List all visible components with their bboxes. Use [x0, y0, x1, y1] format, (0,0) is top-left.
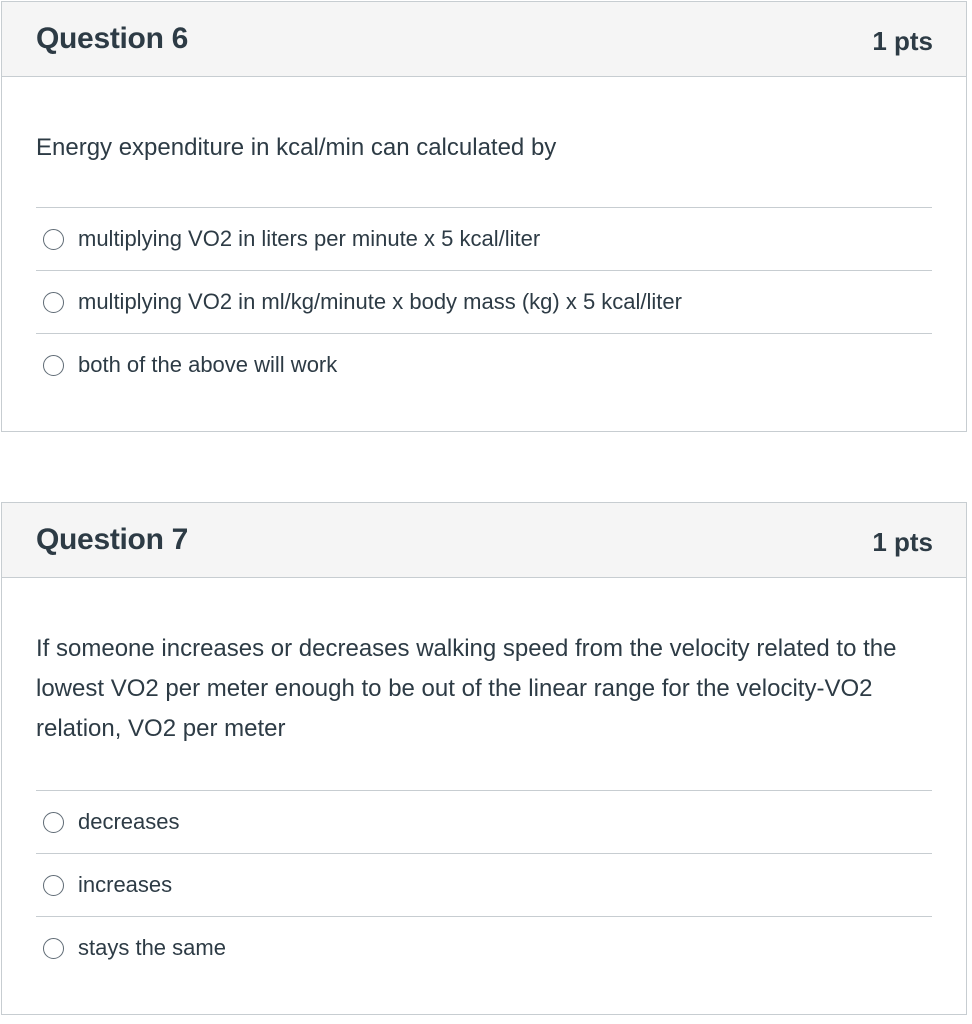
answer-option[interactable]	[36, 333, 932, 396]
answer-option[interactable]	[36, 853, 932, 916]
radio-button[interactable]	[43, 229, 64, 250]
question-7-card	[1, 502, 967, 1015]
answer-label[interactable]: stays the same	[78, 935, 226, 960]
question-header	[2, 503, 966, 578]
question-text: Energy expenditure in kcal/min can calculated by	[36, 134, 557, 161]
answer-label[interactable]: multiplying VO2 in liters per minute x 5 kcal/liter	[78, 226, 541, 251]
radio-button[interactable]	[43, 875, 64, 896]
answer-option[interactable]	[36, 916, 932, 979]
radio-button[interactable]	[43, 812, 64, 833]
question-title: Question 7	[36, 523, 189, 556]
answer-label[interactable]: both of the above will work	[78, 352, 338, 377]
radio-button[interactable]	[43, 938, 64, 959]
question-6-card	[1, 1, 967, 432]
answer-list	[36, 207, 932, 396]
question-header	[2, 2, 966, 77]
answer-option[interactable]	[36, 207, 932, 270]
radio-button[interactable]	[43, 355, 64, 376]
question-text: If someone increases or decreases walking speed from the velocity related to the lowest VO2 per meter enough to be out of the linear range for the velocity-VO2 relation, VO2 per meter	[36, 635, 897, 742]
answer-label[interactable]: increases	[78, 872, 173, 897]
question-points: 1 pts	[872, 26, 933, 56]
question-points: 1 pts	[872, 527, 933, 557]
radio-button[interactable]	[43, 292, 64, 313]
answer-label[interactable]: decreases	[78, 809, 180, 834]
question-title: Question 6	[36, 22, 189, 55]
answer-list	[36, 790, 932, 979]
answer-option[interactable]	[36, 270, 932, 333]
answer-option[interactable]	[36, 790, 932, 853]
answer-label[interactable]: multiplying VO2 in ml/kg/minute x body mass (kg) x 5 kcal/liter	[78, 289, 682, 314]
